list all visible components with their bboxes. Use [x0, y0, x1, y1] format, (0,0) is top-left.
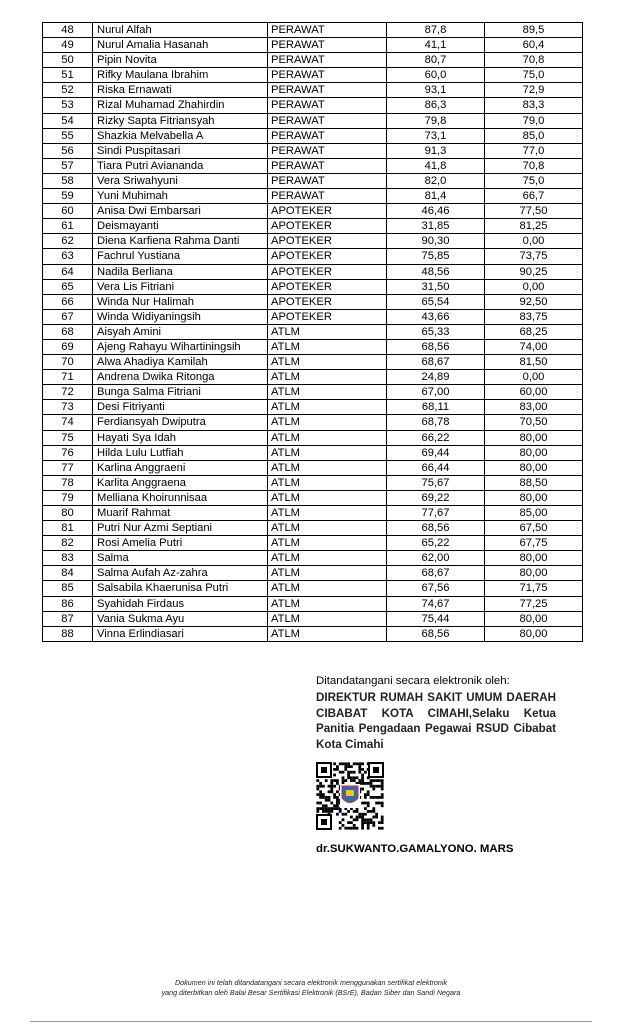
table-row: [43, 445, 583, 460]
table-row: [43, 143, 583, 158]
table-row: [43, 189, 583, 204]
score-1-cell: 60,0: [387, 68, 485, 83]
footer-line-2: yang diterbitkan oleh Balai Besar Sertifikasi Elektronik (BSrE), Badan Siber dan Sandi Negara: [161, 988, 461, 997]
row-number-cell: 48: [43, 23, 93, 38]
score-2-cell: 80,00: [485, 611, 583, 626]
position-cell: PERAWAT: [268, 189, 387, 204]
row-number-cell: 75: [43, 430, 93, 445]
score-1-cell: 68,56: [387, 521, 485, 536]
row-number-cell: 56: [43, 143, 93, 158]
score-1-cell: 41,1: [387, 38, 485, 53]
row-number-cell: 70: [43, 355, 93, 370]
row-number-cell: 51: [43, 68, 93, 83]
score-1-cell: 41,8: [387, 158, 485, 173]
table-row: [43, 475, 583, 490]
table-row: [43, 204, 583, 219]
score-1-cell: 69,44: [387, 445, 485, 460]
score-2-cell: 83,3: [485, 98, 583, 113]
employee-name-cell: Rizal Muhamad Zhahirdin: [93, 98, 268, 113]
employee-name-cell: Salma: [93, 551, 268, 566]
signature-title: DIREKTUR RUMAH SAKIT UMUM DAERAH CIBABAT KOTA CIMAHI,Selaku Ketua Panitia Pengadaan Pegawai RSUD Cibabat Kota Cimahi: [316, 691, 556, 751]
employee-name-cell: Andrena Dwika Ritonga: [93, 370, 268, 385]
employee-name-cell: Deismayanti: [93, 219, 268, 234]
row-number-cell: 58: [43, 173, 93, 188]
row-number-cell: 87: [43, 611, 93, 626]
position-cell: ATLM: [268, 415, 387, 430]
employee-name-cell: Putri Nur Azmi Septiani: [93, 521, 268, 536]
row-number-cell: 85: [43, 581, 93, 596]
score-1-cell: 68,78: [387, 415, 485, 430]
employee-name-cell: Vania Sukma Ayu: [93, 611, 268, 626]
row-number-cell: 68: [43, 324, 93, 339]
position-cell: PERAWAT: [268, 113, 387, 128]
score-2-cell: 83,75: [485, 309, 583, 324]
employee-name-cell: Tiara Putri Aviananda: [93, 158, 268, 173]
table-row: [43, 460, 583, 475]
position-cell: PERAWAT: [268, 53, 387, 68]
score-2-cell: 72,9: [485, 83, 583, 98]
position-cell: APOTEKER: [268, 309, 387, 324]
table-row: [43, 158, 583, 173]
score-2-cell: 79,0: [485, 113, 583, 128]
row-number-cell: 69: [43, 339, 93, 354]
score-1-cell: 77,67: [387, 506, 485, 521]
table-row: [43, 113, 583, 128]
row-number-cell: 88: [43, 626, 93, 641]
score-2-cell: 0,00: [485, 370, 583, 385]
employee-name-cell: Sindi Puspitasari: [93, 143, 268, 158]
table-row: [43, 309, 583, 324]
score-2-cell: 85,00: [485, 506, 583, 521]
score-1-cell: 75,44: [387, 611, 485, 626]
score-1-cell: 62,00: [387, 551, 485, 566]
table-row: [43, 430, 583, 445]
row-number-cell: 72: [43, 385, 93, 400]
score-2-cell: 81,50: [485, 355, 583, 370]
position-cell: ATLM: [268, 490, 387, 505]
employee-name-cell: Melliana Khoirunnisaa: [93, 490, 268, 505]
table-row: [43, 234, 583, 249]
position-cell: PERAWAT: [268, 128, 387, 143]
table-row: [43, 68, 583, 83]
row-number-cell: 64: [43, 264, 93, 279]
score-2-cell: 75,0: [485, 68, 583, 83]
score-1-cell: 69,22: [387, 490, 485, 505]
table-row: [43, 551, 583, 566]
position-cell: APOTEKER: [268, 294, 387, 309]
score-2-cell: 81,25: [485, 219, 583, 234]
employee-name-cell: Alwa Ahadiya Kamilah: [93, 355, 268, 370]
score-2-cell: 85,0: [485, 128, 583, 143]
employee-name-cell: Shazkia Melvabella A: [93, 128, 268, 143]
row-number-cell: 66: [43, 294, 93, 309]
score-1-cell: 65,54: [387, 294, 485, 309]
employee-name-cell: Nadila Berliana: [93, 264, 268, 279]
position-cell: ATLM: [268, 536, 387, 551]
score-2-cell: 80,00: [485, 566, 583, 581]
score-1-cell: 68,11: [387, 400, 485, 415]
row-number-cell: 77: [43, 460, 93, 475]
employee-name-cell: Vinna Erlindiasari: [93, 626, 268, 641]
position-cell: ATLM: [268, 339, 387, 354]
position-cell: APOTEKER: [268, 264, 387, 279]
row-number-cell: 67: [43, 309, 93, 324]
qr-code-icon: [316, 762, 384, 830]
score-2-cell: 74,00: [485, 339, 583, 354]
table-row: [43, 38, 583, 53]
row-number-cell: 82: [43, 536, 93, 551]
table-row: [43, 581, 583, 596]
position-cell: APOTEKER: [268, 204, 387, 219]
position-cell: PERAWAT: [268, 173, 387, 188]
signer-name: dr.SUKWANTO.GAMALYONO. MARS: [316, 843, 514, 855]
table-row: [43, 521, 583, 536]
score-1-cell: 91,3: [387, 143, 485, 158]
employee-name-cell: Ajeng Rahayu Wihartiningsih: [93, 339, 268, 354]
table-row: [43, 506, 583, 521]
score-2-cell: 77,50: [485, 204, 583, 219]
row-number-cell: 60: [43, 204, 93, 219]
position-cell: ATLM: [268, 355, 387, 370]
employee-name-cell: Riska Ernawati: [93, 83, 268, 98]
score-2-cell: 70,50: [485, 415, 583, 430]
table-row: [43, 385, 583, 400]
employee-name-cell: Vera Sriwahyuni: [93, 173, 268, 188]
score-1-cell: 68,56: [387, 626, 485, 641]
row-number-cell: 79: [43, 490, 93, 505]
table-row: [43, 53, 583, 68]
position-cell: ATLM: [268, 445, 387, 460]
score-2-cell: 92,50: [485, 294, 583, 309]
employee-name-cell: Salsabila Khaerunisa Putri: [93, 581, 268, 596]
employee-name-cell: Nurul Alfah: [93, 23, 268, 38]
row-number-cell: 54: [43, 113, 93, 128]
score-2-cell: 80,00: [485, 445, 583, 460]
position-cell: PERAWAT: [268, 83, 387, 98]
employee-name-cell: Anisa Dwi Embarsari: [93, 204, 268, 219]
footer-line-1: Dokumen ini telah ditandatangani secara elektronik menggunakan sertifikat elektronik: [174, 978, 448, 987]
employee-name-cell: Fachrul Yustiana: [93, 249, 268, 264]
row-number-cell: 81: [43, 521, 93, 536]
table-row: [43, 128, 583, 143]
row-number-cell: 55: [43, 128, 93, 143]
row-number-cell: 50: [43, 53, 93, 68]
row-number-cell: 57: [43, 158, 93, 173]
table-row: [43, 324, 583, 339]
score-1-cell: 67,00: [387, 385, 485, 400]
score-1-cell: 48,56: [387, 264, 485, 279]
score-1-cell: 74,67: [387, 596, 485, 611]
row-number-cell: 83: [43, 551, 93, 566]
score-2-cell: 75,0: [485, 173, 583, 188]
employee-name-cell: Yuni Muhimah: [93, 189, 268, 204]
employee-name-cell: Winda Widiyaningsih: [93, 309, 268, 324]
score-2-cell: 71,75: [485, 581, 583, 596]
table-row: [43, 611, 583, 626]
position-cell: ATLM: [268, 521, 387, 536]
score-2-cell: 80,00: [485, 460, 583, 475]
row-number-cell: 63: [43, 249, 93, 264]
score-1-cell: 82,0: [387, 173, 485, 188]
position-cell: ATLM: [268, 551, 387, 566]
position-cell: APOTEKER: [268, 234, 387, 249]
score-1-cell: 67,56: [387, 581, 485, 596]
score-1-cell: 68,67: [387, 355, 485, 370]
position-cell: ATLM: [268, 460, 387, 475]
score-2-cell: 70,8: [485, 158, 583, 173]
score-1-cell: 90,30: [387, 234, 485, 249]
score-1-cell: 68,67: [387, 566, 485, 581]
score-1-cell: 86,3: [387, 98, 485, 113]
position-cell: PERAWAT: [268, 68, 387, 83]
row-number-cell: 52: [43, 83, 93, 98]
footer-note: [0, 978, 622, 998]
row-number-cell: 86: [43, 596, 93, 611]
row-number-cell: 78: [43, 475, 93, 490]
row-number-cell: 84: [43, 566, 93, 581]
table-row: [43, 400, 583, 415]
employee-name-cell: Ferdiansyah Dwiputra: [93, 415, 268, 430]
score-2-cell: 0,00: [485, 234, 583, 249]
row-number-cell: 65: [43, 279, 93, 294]
score-1-cell: 73,1: [387, 128, 485, 143]
position-cell: ATLM: [268, 324, 387, 339]
employee-name-cell: Karlita Anggraena: [93, 475, 268, 490]
position-cell: ATLM: [268, 596, 387, 611]
score-1-cell: 66,44: [387, 460, 485, 475]
score-2-cell: 80,00: [485, 490, 583, 505]
position-cell: APOTEKER: [268, 249, 387, 264]
position-cell: ATLM: [268, 566, 387, 581]
score-1-cell: 75,67: [387, 475, 485, 490]
position-cell: ATLM: [268, 475, 387, 490]
position-cell: ATLM: [268, 611, 387, 626]
position-cell: ATLM: [268, 400, 387, 415]
employee-name-cell: Muarif Rahmat: [93, 506, 268, 521]
position-cell: PERAWAT: [268, 38, 387, 53]
score-2-cell: 77,0: [485, 143, 583, 158]
employee-name-cell: Pipin Novita: [93, 53, 268, 68]
position-cell: ATLM: [268, 581, 387, 596]
table-row: [43, 370, 583, 385]
position-cell: ATLM: [268, 385, 387, 400]
score-2-cell: 60,4: [485, 38, 583, 53]
score-1-cell: 46,46: [387, 204, 485, 219]
row-number-cell: 71: [43, 370, 93, 385]
score-1-cell: 24,89: [387, 370, 485, 385]
employee-name-cell: Rosi Amelia Putri: [93, 536, 268, 551]
table-row: [43, 83, 583, 98]
score-2-cell: 80,00: [485, 626, 583, 641]
employee-name-cell: Syahidah Firdaus: [93, 596, 268, 611]
position-cell: APOTEKER: [268, 219, 387, 234]
table-row: [43, 264, 583, 279]
employee-name-cell: Nurul Amalia Hasanah: [93, 38, 268, 53]
score-2-cell: 90,25: [485, 264, 583, 279]
row-number-cell: 73: [43, 400, 93, 415]
score-1-cell: 93,1: [387, 83, 485, 98]
table-row: [43, 294, 583, 309]
score-1-cell: 31,85: [387, 219, 485, 234]
row-number-cell: 76: [43, 445, 93, 460]
employee-name-cell: Hilda Lulu Lutfiah: [93, 445, 268, 460]
row-number-cell: 80: [43, 506, 93, 521]
employee-name-cell: Aisyah Amini: [93, 324, 268, 339]
employee-name-cell: Hayati Sya Idah: [93, 430, 268, 445]
footer-divider: [30, 1021, 592, 1022]
score-2-cell: 60,00: [485, 385, 583, 400]
employee-name-cell: Vera Lis Fitriani: [93, 279, 268, 294]
score-1-cell: 31,50: [387, 279, 485, 294]
table-row: [43, 279, 583, 294]
score-1-cell: 65,22: [387, 536, 485, 551]
table-row: [43, 415, 583, 430]
table-row: [43, 566, 583, 581]
position-cell: PERAWAT: [268, 98, 387, 113]
score-2-cell: 77,25: [485, 596, 583, 611]
score-1-cell: 79,8: [387, 113, 485, 128]
score-1-cell: 75,85: [387, 249, 485, 264]
position-cell: ATLM: [268, 370, 387, 385]
signature-label: Ditandatangani secara elektronik oleh:: [316, 675, 510, 687]
score-1-cell: 87,8: [387, 23, 485, 38]
position-cell: ATLM: [268, 626, 387, 641]
table-row: [43, 490, 583, 505]
row-number-cell: 62: [43, 234, 93, 249]
row-number-cell: 49: [43, 38, 93, 53]
score-2-cell: 67,75: [485, 536, 583, 551]
score-1-cell: 65,33: [387, 324, 485, 339]
employee-name-cell: Winda Nur Halimah: [93, 294, 268, 309]
row-number-cell: 61: [43, 219, 93, 234]
score-2-cell: 83,00: [485, 400, 583, 415]
position-cell: PERAWAT: [268, 158, 387, 173]
score-2-cell: 67,50: [485, 521, 583, 536]
position-cell: ATLM: [268, 430, 387, 445]
table-row: [43, 98, 583, 113]
row-number-cell: 74: [43, 415, 93, 430]
employee-name-cell: Rifky Maulana Ibrahim: [93, 68, 268, 83]
employee-name-cell: Diena Karfiena Rahma Danti: [93, 234, 268, 249]
score-2-cell: 0,00: [485, 279, 583, 294]
score-2-cell: 80,00: [485, 551, 583, 566]
table-row: [43, 536, 583, 551]
table-row: [43, 355, 583, 370]
score-1-cell: 43,66: [387, 309, 485, 324]
score-2-cell: 66,7: [485, 189, 583, 204]
score-2-cell: 68,25: [485, 324, 583, 339]
score-2-cell: 88,50: [485, 475, 583, 490]
score-2-cell: 89,5: [485, 23, 583, 38]
position-cell: PERAWAT: [268, 143, 387, 158]
table-row: [43, 626, 583, 641]
score-1-cell: 81,4: [387, 189, 485, 204]
table-row: [43, 23, 583, 38]
row-number-cell: 53: [43, 98, 93, 113]
score-1-cell: 80,7: [387, 53, 485, 68]
score-2-cell: 73,75: [485, 249, 583, 264]
position-cell: PERAWAT: [268, 23, 387, 38]
employee-name-cell: Desi Fitriyanti: [93, 400, 268, 415]
score-2-cell: 70,8: [485, 53, 583, 68]
score-1-cell: 66,22: [387, 430, 485, 445]
employee-name-cell: Salma Aufah Az-zahra: [93, 566, 268, 581]
score-1-cell: 68,56: [387, 339, 485, 354]
table-row: [43, 596, 583, 611]
position-cell: APOTEKER: [268, 279, 387, 294]
results-table: [42, 22, 583, 642]
score-2-cell: 80,00: [485, 430, 583, 445]
employee-name-cell: Rizky Sapta Fitriansyah: [93, 113, 268, 128]
row-number-cell: 59: [43, 189, 93, 204]
position-cell: ATLM: [268, 506, 387, 521]
table-row: [43, 339, 583, 354]
table-row: [43, 173, 583, 188]
table-row: [43, 219, 583, 234]
employee-name-cell: Bunga Salma Fitriani: [93, 385, 268, 400]
table-row: [43, 249, 583, 264]
employee-name-cell: Karlina Anggraeni: [93, 460, 268, 475]
